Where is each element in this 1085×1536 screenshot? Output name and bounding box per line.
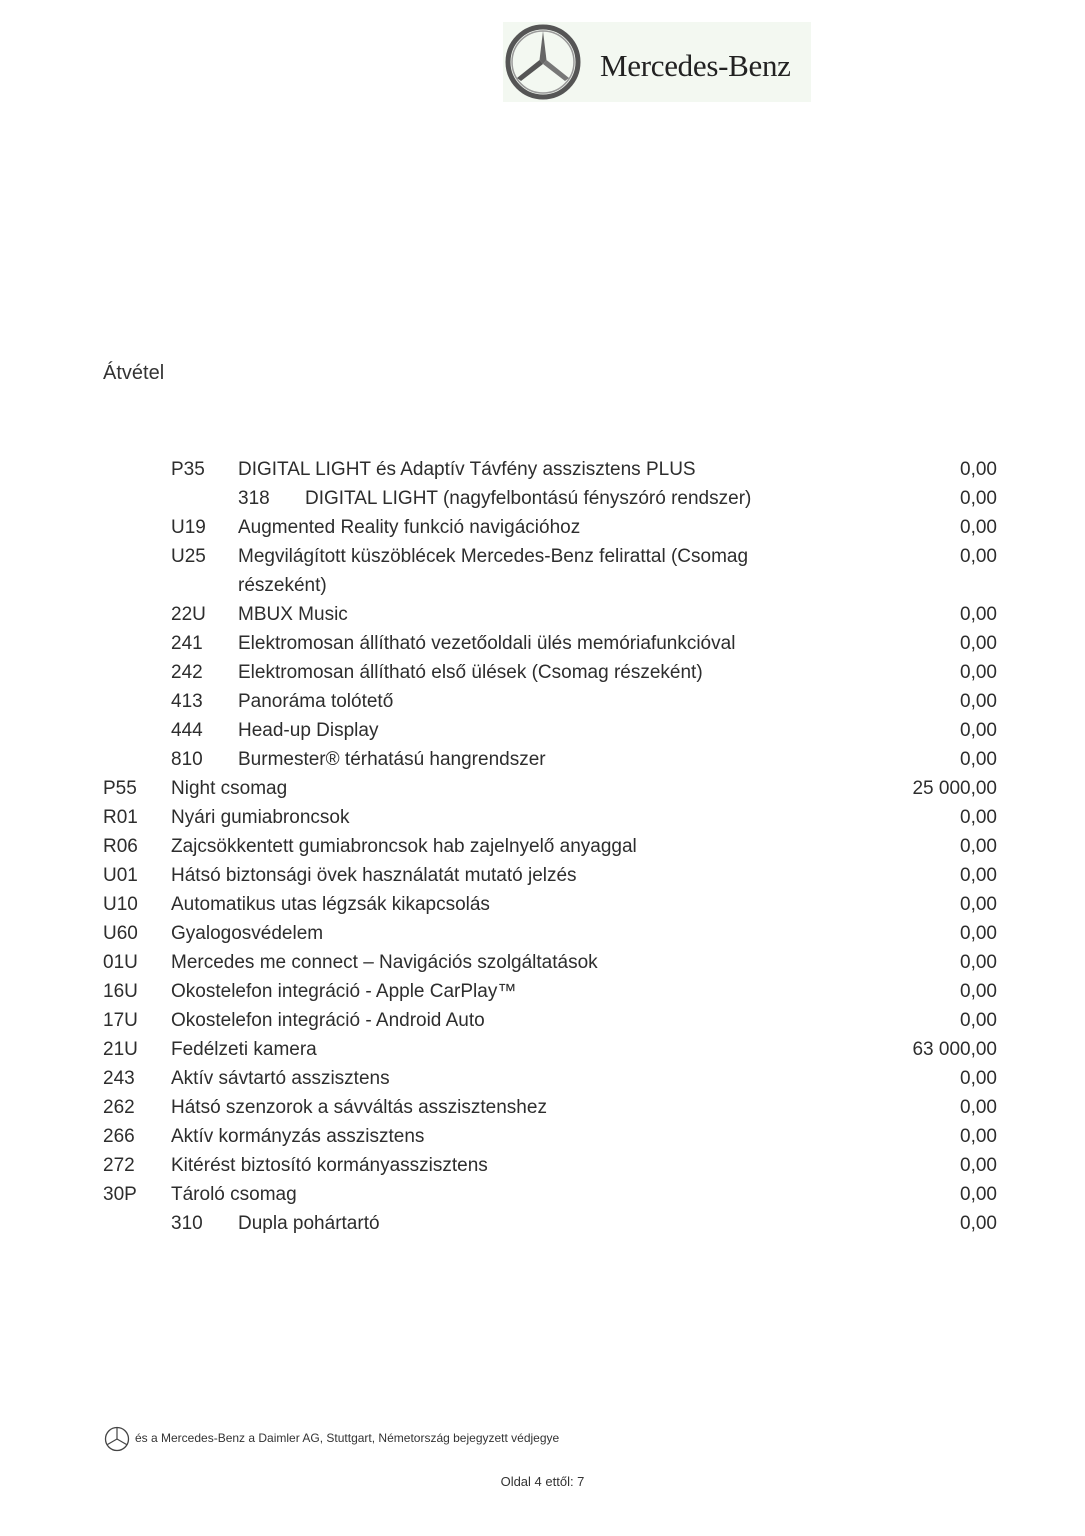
option-code: 444: [171, 720, 203, 741]
option-description: Fedélzeti kamera: [171, 1039, 317, 1060]
option-row: [0, 745, 1085, 774]
option-price: 0,00: [960, 1068, 997, 1089]
option-code: P35: [171, 459, 205, 480]
option-description: Dupla pohártartó: [238, 1213, 380, 1234]
section-title: Átvétel: [103, 362, 165, 384]
option-description: Aktív kormányzás asszisztens: [171, 1126, 425, 1147]
option-price: 0,00: [960, 952, 997, 973]
option-price: 0,00: [960, 633, 997, 654]
option-row: [0, 919, 1085, 948]
option-price: 0,00: [960, 836, 997, 857]
option-description: Okostelefon integráció - Android Auto: [171, 1010, 485, 1031]
option-price: 0,00: [960, 1126, 997, 1147]
option-description: Tároló csomag: [171, 1184, 297, 1205]
option-row: [0, 658, 1085, 687]
option-price: 25 000,00: [912, 778, 997, 799]
option-code: 272: [103, 1155, 135, 1176]
option-price: 0,00: [960, 604, 997, 625]
brand-name: Mercedes-Benz: [600, 48, 791, 83]
option-description: Megvilágított küszöblécek Mercedes-Benz felirattal (Csomag részeként): [238, 546, 749, 596]
mercedes-star-icon: [503, 22, 583, 102]
option-code: U19: [171, 517, 206, 538]
option-description: Nyári gumiabroncsok: [171, 807, 350, 828]
option-code: 243: [103, 1068, 135, 1089]
option-row: [0, 600, 1085, 629]
mercedes-star-small-icon: [104, 1426, 130, 1452]
option-price: 0,00: [960, 459, 997, 480]
option-description: Night csomag: [171, 778, 288, 799]
option-row: [0, 832, 1085, 861]
option-row: [0, 716, 1085, 745]
option-code: 810: [171, 749, 203, 770]
option-description: MBUX Music: [238, 604, 348, 625]
option-price: 0,00: [960, 662, 997, 683]
option-description: Kitérést biztosító kormányasszisztens: [171, 1155, 488, 1176]
option-code: P55: [103, 778, 137, 799]
option-description: Okostelefon integráció - Apple CarPlay™: [171, 981, 517, 1002]
option-row: [0, 803, 1085, 832]
option-code: 17U: [103, 1010, 138, 1031]
page-number: Oldal 4 ettől: 7: [500, 1474, 585, 1489]
option-row: [0, 1035, 1085, 1064]
option-description: Augmented Reality funkció navigációhoz: [238, 517, 581, 538]
option-description: DIGITAL LIGHT (nagyfelbontású fényszóró rendszer): [305, 488, 752, 509]
option-row: [0, 774, 1085, 803]
option-row: [0, 1180, 1085, 1209]
option-row: [0, 484, 1085, 513]
option-price: 0,00: [960, 546, 997, 567]
option-code: U25: [171, 546, 206, 567]
options-list: [0, 455, 1085, 1238]
option-price: 0,00: [960, 981, 997, 1002]
trademark-note: és a Mercedes-Benz a Daimler AG, Stuttgart, Németország bejegyzett védjegye: [135, 1431, 560, 1445]
option-price: 0,00: [960, 807, 997, 828]
option-price: 0,00: [960, 894, 997, 915]
option-price: 0,00: [960, 923, 997, 944]
option-row: [0, 1209, 1085, 1238]
option-code: U60: [103, 923, 138, 944]
option-row: [0, 861, 1085, 890]
option-code: 22U: [171, 604, 206, 625]
option-row: [0, 455, 1085, 484]
option-price: 0,00: [960, 691, 997, 712]
option-code: 266: [103, 1126, 135, 1147]
option-description: Automatikus utas légzsák kikapcsolás: [171, 894, 490, 915]
option-description: Hátsó szenzorok a sávváltás asszisztenshez: [171, 1097, 547, 1118]
option-row: [0, 1093, 1085, 1122]
option-code: U10: [103, 894, 138, 915]
option-price: 0,00: [960, 1010, 997, 1031]
option-code: 318: [238, 488, 270, 509]
option-code: R01: [103, 807, 138, 828]
option-code: 262: [103, 1097, 135, 1118]
option-description: Elektromosan állítható első ülések (Csomag részeként): [238, 662, 703, 683]
option-description: Head-up Display: [238, 720, 379, 741]
option-price: 0,00: [960, 1097, 997, 1118]
option-price: 0,00: [960, 1213, 997, 1234]
option-row: [0, 1122, 1085, 1151]
option-row: [0, 687, 1085, 716]
option-description: Hátsó biztonsági övek használatát mutató jelzés: [171, 865, 577, 886]
option-row: [0, 1151, 1085, 1180]
option-row: [0, 629, 1085, 658]
option-description: Panoráma tolótető: [238, 691, 394, 712]
option-code: 310: [171, 1213, 203, 1234]
option-row: [0, 1064, 1085, 1093]
option-row: [0, 542, 1085, 600]
option-code: U01: [103, 865, 138, 886]
option-price: 0,00: [960, 517, 997, 538]
option-price: 0,00: [960, 720, 997, 741]
option-row: [0, 890, 1085, 919]
option-description: Elektromosan állítható vezetőoldali ülés memóriafunkcióval: [238, 633, 736, 654]
option-price: 63 000,00: [912, 1039, 997, 1060]
option-price: 0,00: [960, 1155, 997, 1176]
option-row: [0, 1006, 1085, 1035]
option-row: [0, 977, 1085, 1006]
option-row: [0, 948, 1085, 977]
option-code: 241: [171, 633, 203, 654]
option-code: 21U: [103, 1039, 138, 1060]
option-code: 01U: [103, 952, 138, 973]
option-description: Zajcsökkentett gumiabroncsok hab zajelnyelő anyaggal: [171, 836, 637, 857]
option-price: 0,00: [960, 749, 997, 770]
option-price: 0,00: [960, 1184, 997, 1205]
option-code: R06: [103, 836, 138, 857]
option-description: Burmester® térhatású hangrendszer: [238, 749, 546, 770]
option-price: 0,00: [960, 865, 997, 886]
option-row: [0, 513, 1085, 542]
option-description: Gyalogosvédelem: [171, 923, 324, 944]
option-code: 242: [171, 662, 203, 683]
brand-logo: [503, 22, 811, 102]
option-price: 0,00: [960, 488, 997, 509]
option-description: Mercedes me connect – Navigációs szolgáltatások: [171, 952, 598, 973]
option-code: 16U: [103, 981, 138, 1002]
option-code: 413: [171, 691, 203, 712]
option-description: DIGITAL LIGHT és Adaptív Távfény asszisztens PLUS: [238, 459, 696, 480]
option-code: 30P: [103, 1184, 137, 1205]
option-description: Aktív sávtartó asszisztens: [171, 1068, 390, 1089]
